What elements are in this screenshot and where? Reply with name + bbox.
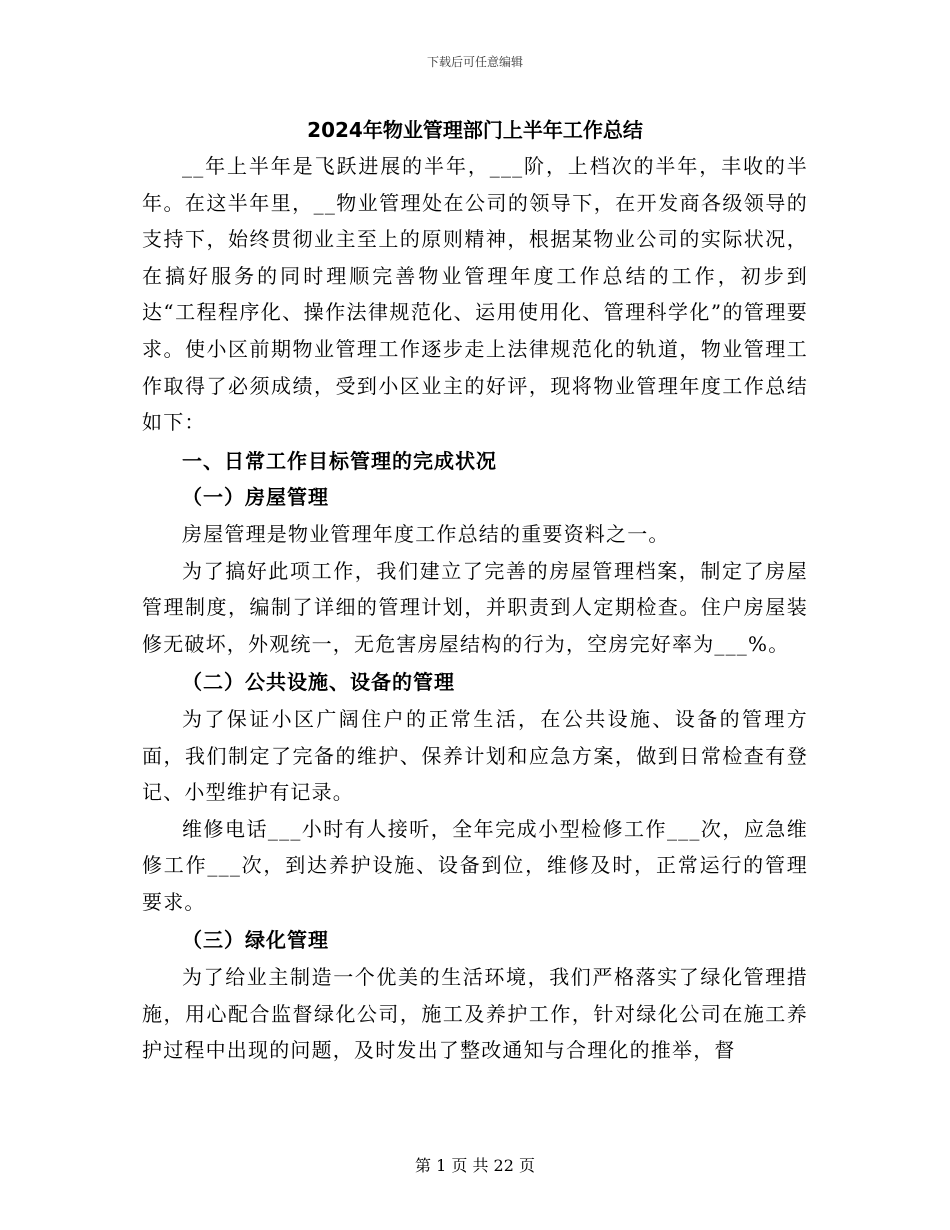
intro-paragraph: __年上半年是飞跃进展的半年，___阶，上档次的半年，丰收的半年。在这半年里，__物业管理处在公司的领导下，在开发商各级领导的支持下，始终贯彻业主至上的原则精神，根据某物业公司的实际状况，在搞好服务的同时理顺完善物业管理年度工作总结的工作，初步到达“工程程序化、操作法律规范化、运用使用化、管理科学化”的管理要求。使小区前期物业管理工作逐步走上法律规范化的轨道，物业管理工作取得了必须成绩，受到小区业主的好评，现将物业管理年度工作总结如下： xyxy=(142,154,808,435)
subsection-heading-greening: （三）绿化管理 xyxy=(182,928,329,953)
document-body xyxy=(142,112,808,1069)
housing-paragraph-2: 为了搞好此项工作，我们建立了完善的房屋管理档案，制定了房屋管理制度，编制了详细的管理计划，并职责到人定期检查。住户房屋装修无破坏，外观统一，无危害房屋结构的行为，空房完好率为___%。 xyxy=(142,558,808,656)
greening-paragraph-1: 为了给业主制造一个优美的生活环境，我们严格落实了绿化管理措施，用心配合监督绿化公司，施工及养护工作，针对绿化公司在施工养护过程中出现的问题，及时发出了整改通知与合理化的推举，督 xyxy=(142,965,808,1063)
facilities-paragraph-2: 维修电话___小时有人接听，全年完成小型检修工作___次，应急维修工作___次，到达养护设施、设备到位，维修及时，正常运行的管理要求。 xyxy=(142,816,808,914)
subsection-heading-facilities: （二）公共设施、设备的管理 xyxy=(182,670,455,695)
document-title: 2024年物业管理部门上半年工作总结 xyxy=(307,118,643,142)
facilities-paragraph-1: 为了保证小区广阔住户的正常生活，在公共设施、设备的管理方面，我们制定了完备的维护、保养计划和应急方案，做到日常检查有登记、小型维护有记录。 xyxy=(142,706,808,805)
subsection-heading-housing: （一）房屋管理 xyxy=(182,485,329,510)
section-heading-1: 一、日常工作目标管理的完成状况 xyxy=(182,448,497,473)
housing-paragraph-1: 房屋管理是物业管理年度工作总结的重要资料之一。 xyxy=(182,521,670,546)
page-footer: 第 1 页 共 22 页 xyxy=(415,1156,535,1175)
header-note: 下载后可任意编辑 xyxy=(426,55,523,69)
